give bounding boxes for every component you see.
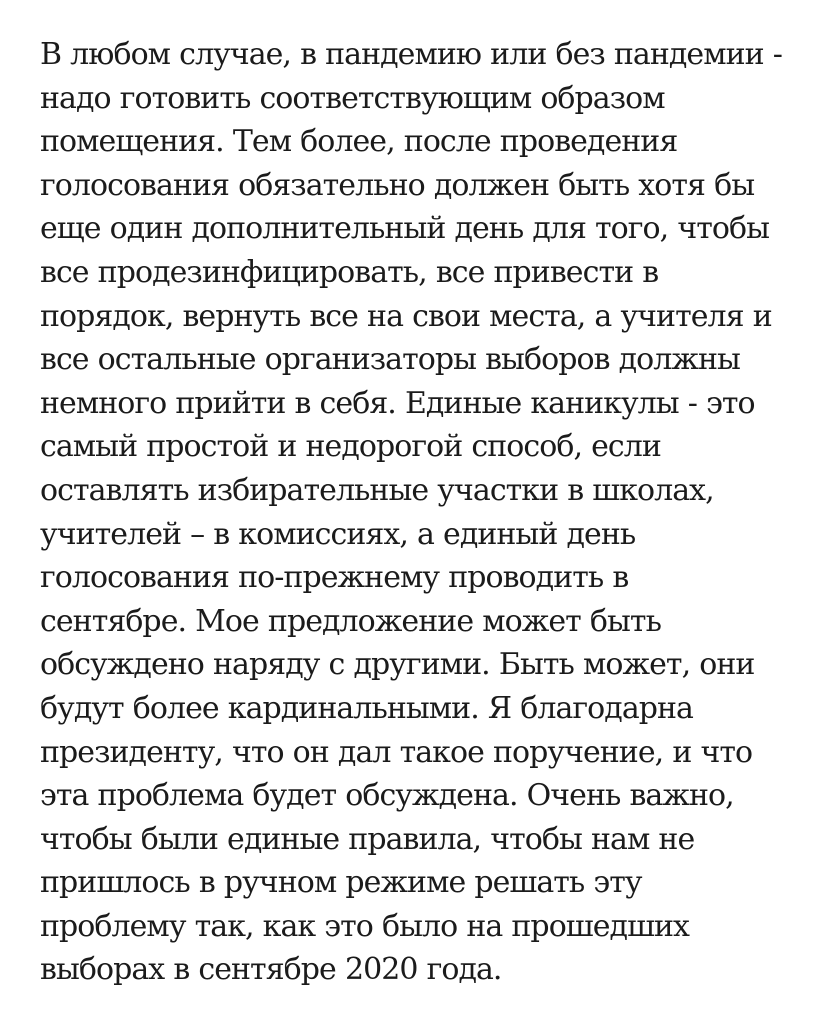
- article-text: [40, 33, 810, 992]
- text-line: все остальные организаторы выборов должны: [40, 342, 740, 378]
- text-line: голосования обязательно должен быть хотя бы: [40, 167, 755, 203]
- text-line: сентябре. Мое предложение может быть: [40, 603, 661, 639]
- text-line: еще один дополнительный день для того, чтобы: [40, 211, 769, 247]
- text-line: будут более кардинальными. Я благодарна: [40, 690, 693, 726]
- text-line: самый простой и недорогой способ, если: [40, 429, 661, 465]
- text-line: пришлось в ручном режиме решать эту: [40, 865, 642, 901]
- text-line: эта проблема будет обсуждена. Очень важно,: [40, 778, 734, 814]
- text-line: помещения. Тем более, после проведения: [40, 124, 678, 160]
- text-line: голосования по-прежнему проводить в: [40, 560, 629, 596]
- text-line: выборах в сентябре 2020 года.: [40, 952, 502, 988]
- text-line: учителей – в комиссиях, а единый день: [40, 516, 636, 552]
- text-line: проблему так, как это было на прошедших: [40, 908, 690, 944]
- text-line: оставлять избирательные участки в школах,: [40, 472, 714, 508]
- text-line: порядок, вернуть все на свои места, а учителя и: [40, 298, 772, 334]
- text-line: обсуждено наряду с другими. Быть может, они: [40, 647, 755, 683]
- text-line: президенту, что он дал такое поручение, и что: [40, 734, 753, 770]
- text-line: чтобы были единые правила, чтобы нам не: [40, 821, 695, 857]
- text-line: В любом случае, в пандемию или без пандемии -: [40, 37, 782, 72]
- text-line: надо готовить соответствующим образом: [40, 80, 665, 116]
- text-line: все продезинфицировать, все привести в: [40, 254, 659, 290]
- text-line: немного прийти в себя. Единые каникулы - это: [40, 385, 755, 421]
